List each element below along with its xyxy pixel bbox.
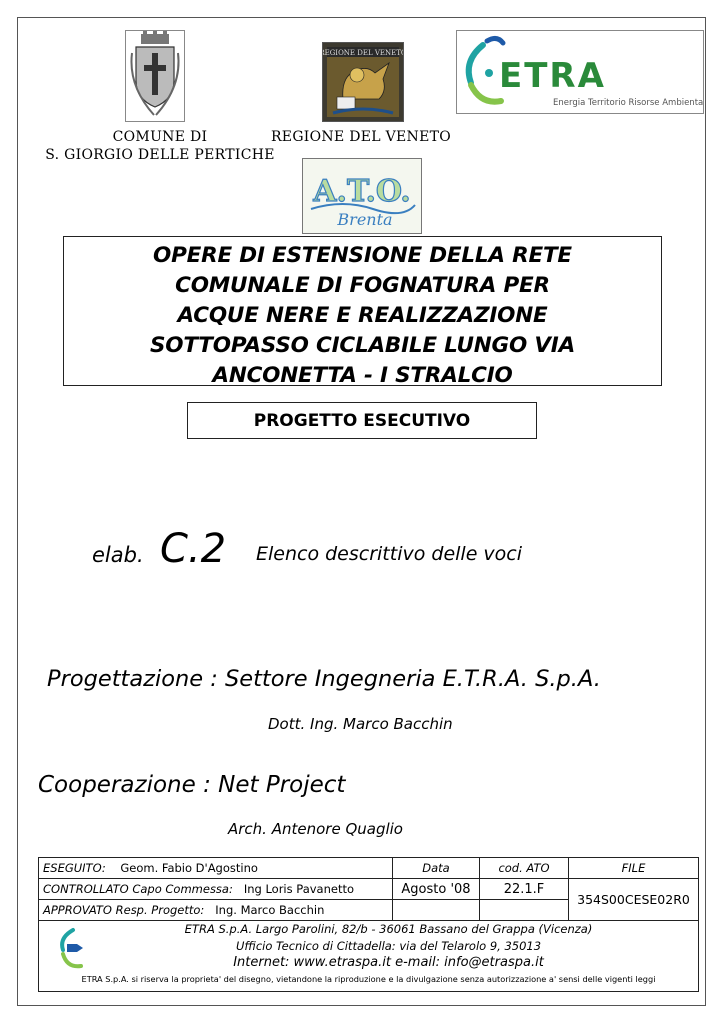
comune-line1: COMUNE DI <box>112 129 208 145</box>
data-value: Agosto '08 <box>393 879 480 900</box>
data-header: Data <box>393 858 480 879</box>
progettazione-label: Progettazione : Settore Ingegneria E.T.R.A. S.p.A. <box>47 666 601 692</box>
controllato-label: CONTROLLATO Capo Commessa: <box>43 882 233 896</box>
approvato-name: Ing. Marco Bacchin <box>215 903 325 917</box>
regione-seal <box>322 42 404 122</box>
footer-contacts: Internet: www.etraspa.it e-mail: info@etraspa.it <box>233 955 544 970</box>
comune-coat-of-arms <box>125 30 185 122</box>
etra-logo-text: ETRA <box>499 56 606 96</box>
seal-text: REGIONE DEL VENETO <box>323 49 403 57</box>
codato-value: 22.1.F <box>480 879 569 900</box>
etra-tagline: Energia Territorio Risorse Ambientali <box>553 98 703 108</box>
ato-brenta-logo <box>302 158 422 234</box>
project-title-box <box>63 236 662 386</box>
title-line-2: COMUNALE DI FOGNATURA PER <box>175 273 550 298</box>
footer-office: Ufficio Tecnico di Cittadella: via del Telarolo 9, 35013 <box>235 939 542 953</box>
regione-caption: REGIONE DEL VENETO <box>270 129 452 145</box>
controllato-name: Ing Loris Pavanetto <box>243 882 355 896</box>
company-footer <box>38 918 699 992</box>
cooperazione-architect: Arch. Antenore Quaglio <box>228 820 403 838</box>
approvato-label: APPROVATO Resp. Progetto: <box>43 903 205 917</box>
eseguito-cell <box>39 858 393 879</box>
table-row <box>39 879 699 900</box>
title-line-1: OPERE DI ESTENSIONE DELLA RETE <box>153 243 572 268</box>
elaborato-prefix: elab. <box>92 543 144 567</box>
footer-disclaimer: ETRA S.p.A. si riserva la proprieta' del disegno, vietandone la riproduzione e la divulgazione senza autorizzazione a' sensi delle vigenti leggi <box>81 974 656 984</box>
comune-caption <box>40 128 280 164</box>
file-value: 354S00CESE02R0 <box>569 879 699 921</box>
eseguito-label: ESEGUITO: <box>43 861 106 875</box>
table-row <box>39 858 699 879</box>
codato-header: cod. ATO <box>480 858 569 879</box>
controllato-cell <box>39 879 393 900</box>
lion-of-saint-mark-icon <box>323 43 403 121</box>
elaborato-description: Elenco descrittivo delle voci <box>256 543 523 565</box>
ato-logo-sub: Brenta <box>337 210 393 229</box>
title-line-4: SOTTOPASSO CICLABILE LUNGO VIA <box>149 333 576 358</box>
file-header: FILE <box>569 858 699 879</box>
comune-line2: S. GIORGIO DELLE PERTICHE <box>45 147 275 163</box>
etra-logo-icon <box>457 31 703 113</box>
project-phase: PROGETTO ESECUTIVO <box>253 410 471 431</box>
ato-logo-text: A.T.O. <box>313 174 411 209</box>
ato-brenta-logo-icon <box>303 159 421 233</box>
elaborato-code: C.2 <box>160 526 227 572</box>
footer-address: ETRA S.p.A. Largo Parolini, 82/b - 36061 Bassano del Grappa (Vicenza) <box>184 922 593 936</box>
title-block-table <box>38 857 699 921</box>
project-phase-box <box>187 402 537 439</box>
progettazione-engineer: Dott. Ing. Marco Bacchin <box>268 715 453 733</box>
cooperazione-label: Cooperazione : Net Project <box>38 772 346 798</box>
etra-logo <box>456 30 704 114</box>
coat-of-arms-icon <box>126 31 184 121</box>
title-line-5: ANCONETTA - I STRALCIO <box>212 363 513 388</box>
title-line-3: ACQUE NERE E REALIZZAZIONE <box>177 303 548 328</box>
eseguito-name: Geom. Fabio D'Agostino <box>120 861 258 875</box>
